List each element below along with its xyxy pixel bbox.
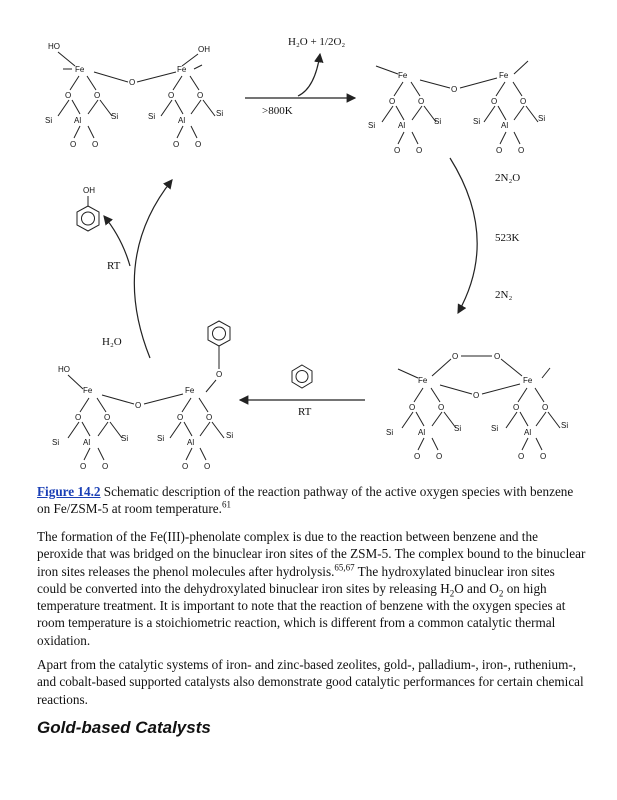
phenol-molecule (77, 186, 99, 231)
svg-text:Fe: Fe (499, 71, 509, 80)
svg-text:O: O (452, 352, 459, 361)
svg-text:Fe: Fe (83, 386, 93, 395)
svg-text:Si: Si (368, 121, 376, 130)
svg-text:O: O (129, 78, 136, 87)
svg-text:Si: Si (45, 116, 53, 125)
svg-text:Si: Si (157, 434, 165, 443)
reaction-pathway-diagram: O O O O HO OH Fe Fe O Si Al Si Si Al Si H₂O + 1/2O₂ >800K Fe Fe O Si Al Si Si Al Si 2N₂O 523K 2N₂ O O Fe Fe O Si Al Si Si Al Si RT HO Fe Fe O O Si Al Si Si Al Si RT H₂O OH (30, 28, 590, 478)
complex-bottom-right (386, 352, 568, 461)
svg-text:Al: Al (524, 428, 532, 437)
n2o-label: 2N₂O (495, 172, 521, 184)
svg-text:Si: Si (561, 421, 569, 430)
svg-text:Al: Al (187, 438, 195, 447)
svg-text:Si: Si (454, 424, 462, 433)
svg-text:Al: Al (74, 116, 82, 125)
h2o-label: H₂O (102, 336, 122, 348)
svg-text:O: O (473, 391, 480, 400)
rt-label-left: RT (107, 260, 121, 272)
temp-high-label: >800K (262, 105, 293, 117)
section-heading: Gold-based Catalysts (37, 718, 211, 737)
svg-text:Al: Al (418, 428, 426, 437)
svg-text:Si: Si (434, 117, 442, 126)
n2-label: 2N₂ (495, 289, 513, 301)
svg-text:Si: Si (111, 112, 119, 121)
caption-ref: 61 (221, 499, 231, 510)
complex-bottom-left (52, 321, 233, 471)
figure-link[interactable]: Figure 14.2 (37, 484, 101, 499)
svg-text:Si: Si (226, 431, 234, 440)
svg-text:Fe: Fe (523, 376, 533, 385)
svg-text:Si: Si (148, 112, 156, 121)
svg-text:Si: Si (473, 117, 481, 126)
ho-label: HO (48, 42, 60, 51)
paragraph-1: The formation of the Fe(III)-phenolate complex is due to the reaction between benzene and the peroxide that was bridged on the binuclear iron sites of the ZSM-5. The complex bound to the binuclear iron sites releases the phenol molecules after hydrolysis.$^{65,67}$ The hydroxylated binuclear iron sites could be converted into the dehydroxylated binuclear iron sites by releasing $H_2O$ and $O_2$ on high temperature treatment. It is important to note that the reaction of benzene with the oxygen species at room temperature is a stoichiometric reaction, which is different from a common catalytic thermal oxidation. (37, 529, 586, 648)
svg-text:O: O (451, 85, 458, 94)
complex-top-right (368, 61, 545, 155)
svg-text:Si: Si (386, 428, 394, 437)
svg-text:O: O (135, 401, 142, 410)
svg-text:Si: Si (491, 424, 499, 433)
svg-text:Si: Si (52, 438, 60, 447)
svg-text:Fe: Fe (185, 386, 195, 395)
svg-text:Fe: Fe (398, 71, 408, 80)
paragraph-2: Apart from the catalytic systems of iron- and zinc-based zeolites, gold-, palladium-, iron-, ruthenium-, and cobalt-based supported catalysts also demonstrate good catalytic performances for certain chemical reactions. (37, 657, 584, 707)
svg-text:Al: Al (178, 116, 186, 125)
svg-text:Si: Si (216, 109, 224, 118)
figure-caption (37, 483, 587, 517)
svg-text:Si: Si (121, 434, 129, 443)
svg-text:Fe: Fe (418, 376, 428, 385)
svg-text:Al: Al (83, 438, 91, 447)
caption-text: Schematic description of the reaction pathway of the active oxygen species with benzene on Fe/ZSM-5 at room temperature. (37, 484, 574, 516)
svg-text:Al: Al (398, 121, 406, 130)
svg-text:O: O (216, 370, 223, 379)
svg-text:Al: Al (501, 121, 509, 130)
svg-text:Si: Si (538, 114, 546, 123)
temp-523-label: 523K (495, 232, 520, 244)
rt-label-bottom: RT (298, 406, 312, 418)
svg-text:HO: HO (58, 365, 70, 374)
fe-label: Fe (75, 65, 85, 74)
svg-text:OH: OH (83, 186, 95, 195)
svg-text:O: O (494, 352, 501, 361)
water-oxygen-label: H₂O + 1/2O₂ (288, 36, 346, 48)
complex-top-left (45, 42, 223, 149)
oh-label: OH (198, 45, 210, 54)
svg-text:Fe: Fe (177, 65, 187, 74)
